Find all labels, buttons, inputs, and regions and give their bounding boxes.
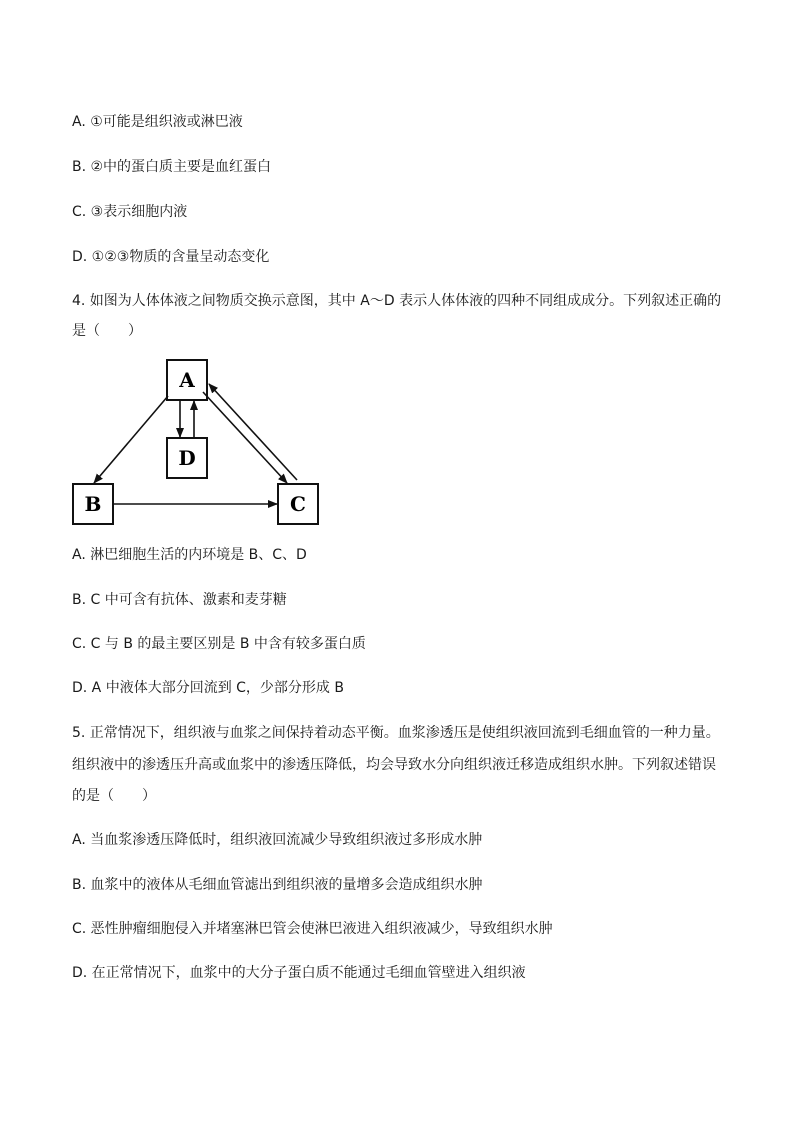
body-fluid-exchange-diagram xyxy=(70,358,330,528)
q4-option-d: D. A 中液体大部分回流到 C，少部分形成 B xyxy=(72,680,344,696)
q4-option-a: A. 淋巴细胞生活的内环境是 B、C、D xyxy=(72,547,307,563)
q5-option-d: D. 在正常情况下，血浆中的大分子蛋白质不能通过毛细血管壁进入组织液 xyxy=(72,965,526,981)
q4-option-b: B. C 中可含有抗体、激素和麦芽糖 xyxy=(72,592,287,608)
q5-option-b: B. 血浆中的液体从毛细血管滤出到组织液的量增多会造成组织水肿 xyxy=(72,877,483,893)
node-b-label: B xyxy=(84,492,102,516)
arrow-c-to-a xyxy=(209,384,297,480)
option-a-prev: A. ①可能是组织液或淋巴液 xyxy=(72,114,243,130)
option-c-prev: C. ③表示细胞内液 xyxy=(72,204,188,220)
q4-stem-line1: 4. 如图为人体体液之间物质交换示意图，其中 A～D 表示人体体液的四种不同组成成分。下列叙述正确的 xyxy=(72,293,722,309)
option-d-prev: D. ①②③物质的含量呈动态变化 xyxy=(72,249,270,265)
q4-option-c: C. C 与 B 的最主要区别是 B 中含有较多蛋白质 xyxy=(72,636,366,652)
arrow-a-to-b xyxy=(94,396,168,483)
arrow-a-to-c xyxy=(203,392,287,483)
node-d-label: D xyxy=(178,446,196,470)
q5-option-a: A. 当血浆渗透压降低时，组织液回流减少导致组织液过多形成水肿 xyxy=(72,832,483,848)
option-b-prev: B. ②中的蛋白质主要是血红蛋白 xyxy=(72,159,272,175)
q5-stem-line2: 组织液中的渗透压升高或血浆中的渗透压降低，均会导致水分向组织液迁移造成组织水肿。下列叙述错误 xyxy=(72,757,716,773)
q5-option-c: C. 恶性肿瘤细胞侵入并堵塞淋巴管会使淋巴液进入组织液减少，导致组织水肿 xyxy=(72,921,553,937)
q4-stem-line2: 是（ ） xyxy=(72,323,142,339)
node-c-label: C xyxy=(290,492,306,516)
q5-stem-line3: 的是（ ） xyxy=(72,788,156,804)
q5-stem-line1: 5. 正常情况下，组织液与血浆之间保持着动态平衡。血浆渗透压是使组织液回流到毛细血管的一种力量。 xyxy=(72,725,720,741)
node-a-label: A xyxy=(179,368,195,392)
